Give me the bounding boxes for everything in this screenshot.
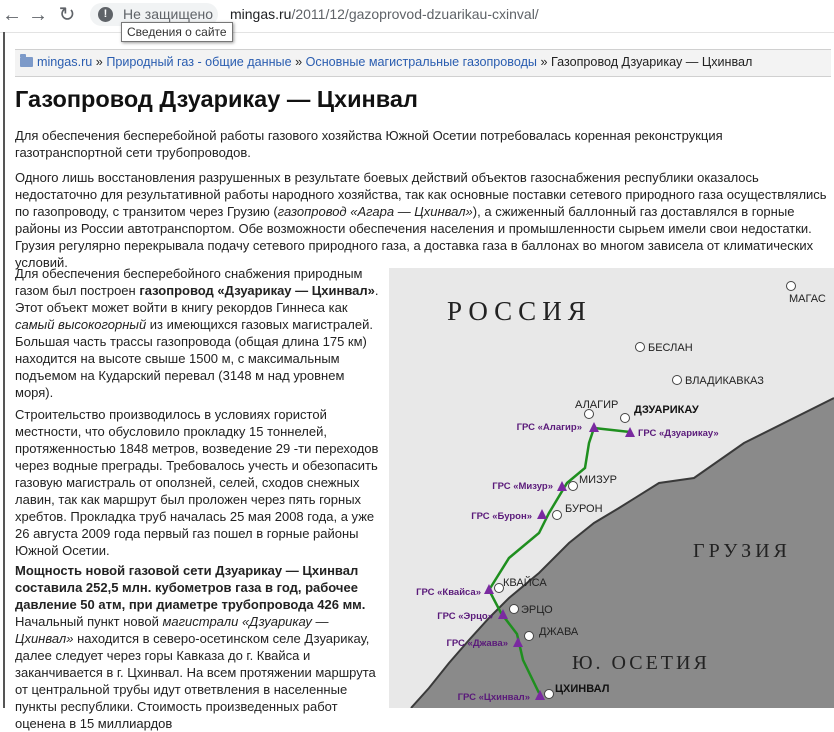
station-label-buron: ГРС «Бурон» (471, 511, 532, 522)
paragraph-capacity: Мощность новой газовой сети Дзуарикау — Цхинвал составила 252,5 млн. кубометров газа в год, рабочее давление 50 атм, при диаметре трубопровода 426 мм. Начальный пункт новой магистрали «Дзуарикау — Цхинвал» находится в северо-осетинском селе Дзуарикау, далее следует через горы Кавказа до г. Квайса и заканчивается в г. Цхинвал. На всем протяжении маршрута от центральной трубы идут ответвления в населенные пункты республики. Стоимость произведенных работ оценена в 15 миллиардов (15, 563, 376, 731)
town-marker-ertso (510, 605, 519, 614)
breadcrumb-separator: » (92, 55, 107, 69)
url-path: /2011/12/gazoprovod-dzuarikau-cxinval/ (291, 6, 539, 22)
paragraph-construction-details: Строительство производилось в условиях гористой местности, что обусловило прокладку 15 тоннелей, протяженностью 1848 метров, возведение 29 -ти переходов через водные преграды. Требовалось учесть и обезопасить газовую магистраль от оползней, селей, сходов снежных лавин, так как маршрут был проложен через пять горных хребтов. Прокладка труб началась 25 мая 2008 года, а уже 26 августа 2009 года первый газ пошел в горные районы Южной Осетии. (15, 407, 379, 558)
warning-icon: ! (98, 7, 113, 22)
town-marker-beslan (636, 343, 645, 352)
breadcrumb-current: Газопровод Дзуарикау — Цхинвал (551, 55, 753, 69)
pipeline-map (389, 268, 834, 708)
town-label-alagir: АЛАГИР (575, 399, 619, 411)
station-label-dzhava: ГРС «Джава» (446, 638, 508, 649)
breadcrumb-main-pipelines-link[interactable]: Основные магистральные газопроводы (305, 55, 537, 69)
region-georgia: ГРУЗИЯ (693, 540, 791, 562)
town-label-tskhinval: ЦХИНВАЛ (555, 683, 610, 695)
breadcrumb-separator: » (291, 55, 306, 69)
town-marker-vladikavkaz (673, 376, 682, 385)
station-label-tskhinval: ГРС «Цхинвал» (457, 692, 530, 703)
town-marker-mizur (569, 482, 578, 491)
paragraph-restoration: Одного лишь восстановления разрушенных в результате боевых действий объектов газоснабжения республики оказалось недостаточно для результативной работы народного хозяйства, так как основные поставки сетевого природного газа осуществлялись по газопроводу, с транзитом через Грузию (газопровод «Агара — Цхинвал»), а сжиженный баллонный газ доставлялся в горные районы из России автотранспортом. Обе возможности обеспечения населения и промышленности сырьем имели свои недостатки. Грузия регулярно перекрывала подачу сетевого природного газа, а доставка газа в баллонах во многом зависела от климатических условий. (15, 170, 827, 270)
site-info-tooltip: Сведения о сайте (121, 22, 233, 42)
town-marker-dzuarikau (621, 414, 630, 423)
breadcrumb (15, 49, 831, 77)
breadcrumb-home-link[interactable]: mingas.ru (37, 55, 93, 69)
paragraph-construction-summary: Для обеспечения бесперебойного снабжения природным газом был построен газопровод «Дзуарикау — Цхинвал». Этот объект может войти в книгу рекордов Гиннеса как самый высокогорный из имеющихся газовых магистралей. Большая часть трассы газопровода (общая длина 175 км) находится на высоте свыше 1500 м, с максимальным подъемом на Кударский перевал (3148 м над уровнем моря). (15, 266, 379, 400)
town-label-magas: МАГАС (789, 293, 826, 305)
security-label: Не защищено (123, 6, 213, 22)
town-label-mizur: МИЗУР (579, 474, 617, 486)
back-arrow-icon[interactable]: ← (2, 4, 22, 26)
town-label-ertso: ЭРЦО (521, 604, 553, 616)
town-label-buron: БУРОН (565, 503, 603, 515)
breadcrumb-separator: » (536, 55, 551, 69)
town-marker-magas (787, 282, 796, 291)
page-left-border (3, 32, 5, 708)
paragraph-intro: Для обеспечения бесперебойной работы газового хозяйства Южной Осетии потребовалась коренная реконструкция газотранспортной сети трубопроводов. (15, 128, 723, 160)
town-label-kvaisa: КВАЙСА (503, 577, 547, 589)
breadcrumb-natural-gas-link[interactable]: Природный газ - общие данные (106, 55, 292, 69)
strong-capacity: Мощность новой газовой сети Дзуарикау — Цхинвал составила 252,5 млн. кубометров газа в год, рабочее давление 50 атм, при диаметре трубопровода 426 мм. (15, 563, 366, 612)
town-marker-tskhinval (545, 690, 554, 699)
emphasis-main-line: магистрали «Дзуарикау — Цхинвал» (15, 614, 329, 646)
folder-icon (20, 57, 33, 67)
station-label-dzuarikau: ГРС «Дзуарикау» (638, 428, 719, 439)
station-label-kvaisa: ГРС «Квайса» (416, 587, 481, 598)
region-south-ossetia: Ю. ОСЕТИЯ (572, 652, 710, 674)
forward-arrow-icon[interactable]: → (28, 4, 48, 26)
region-russia: РОССИЯ (447, 296, 592, 326)
emphasis-agara-pipeline: газопровод «Агара — Цхинвал» (277, 204, 473, 219)
town-marker-dzhava (525, 632, 534, 641)
station-label-mizur: ГРС «Мизур» (492, 481, 553, 492)
town-label-dzhava: ДЖАВА (539, 626, 579, 638)
emphasis-highest: самый высокогорный (15, 317, 147, 332)
page-title: Газопровод Дзуарикау — Цхинвал (15, 86, 418, 112)
town-label-beslan: БЕСЛАН (648, 342, 693, 354)
url-host: mingas.ru (230, 6, 292, 22)
station-label-ertso: ГРС «Эрцо» (437, 611, 493, 622)
reload-icon[interactable]: ↻ (58, 4, 76, 26)
strong-pipeline-name: газопровод «Дзуарикау — Цхинвал» (139, 283, 375, 298)
town-label-vladikavkaz: ВЛАДИКАВКАЗ (685, 375, 764, 387)
station-label-alagir: ГРС «Алагир» (516, 422, 582, 433)
town-label-dzuarikau: ДЗУАРИКАУ (634, 404, 699, 416)
town-marker-buron (553, 511, 562, 520)
address-bar[interactable] (230, 6, 539, 22)
